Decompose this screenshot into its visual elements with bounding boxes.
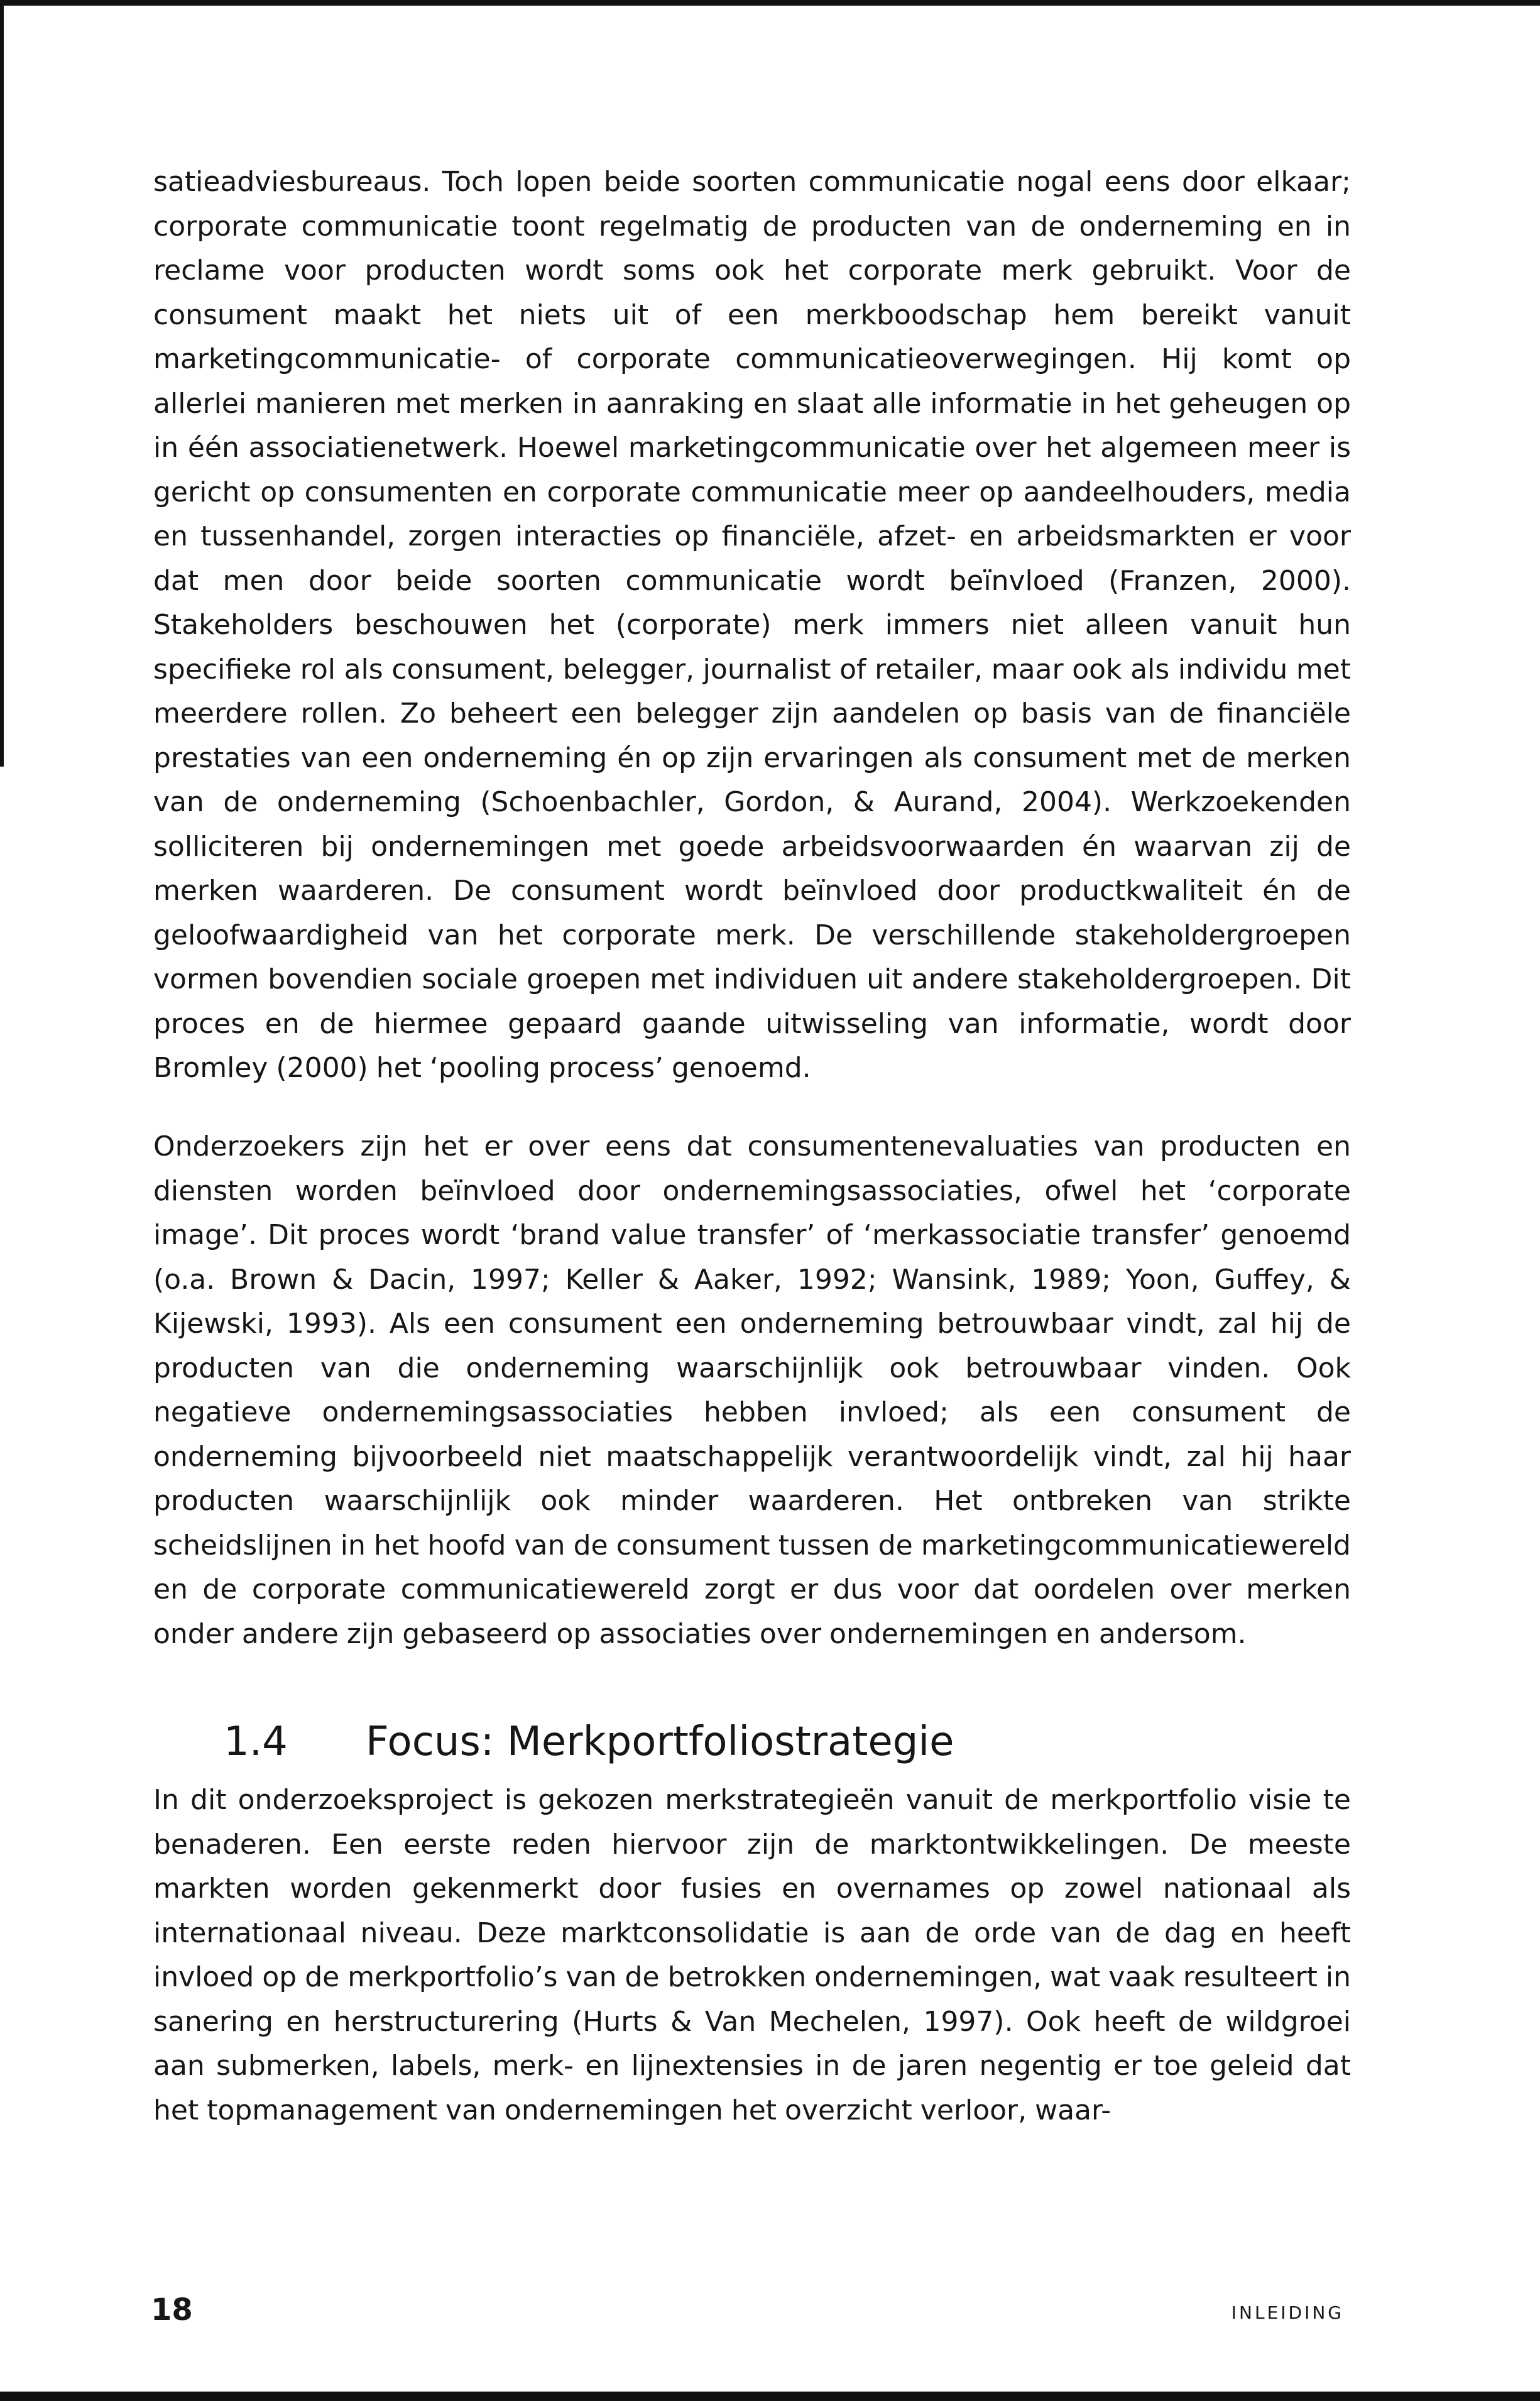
scan-edge-bottom — [0, 2392, 1540, 2401]
section-title: Focus: Merkportfoliostrategie — [366, 1719, 954, 1765]
paragraph-brand-value-transfer: Onderzoekers zijn het er over eens dat consumentenevaluaties van producten en diensten worden beïnvloed door ondernemingsassociaties, ofwel het ‘corporate image’. Dit proces wordt ‘brand value transfer’ of ‘merkassociatie transfer’ genoemd (o.a. Brown & Dacin, 1997; Keller & Aaker, 1992; Wansink, 1989; Yoon, Guffey, & Kijewski, 1993). Als een consument een onderneming betrouwbaar vindt, zal hij de producten van die onderneming waarschijnlijk ook betrouwbaar vinden. Ook negatieve ondernemingsassociaties hebben invloed; als een consument de onderneming bijvoorbeeld niet maatschappelijk verantwoordelijk vindt, zal hij haar producten waarschijnlijk ook minder waarderen. Het ontbreken van strikte scheidslijnen in het hoofd van de consument tussen de marketingcommunicatiewereld en de corporate communicatiewereld zorgt er dus voor dat oordelen over merken onder andere zijn gebaseerd op associaties over ondernemingen en andersom. — [153, 1130, 1351, 1650]
page-number: 18 — [151, 2292, 193, 2327]
paragraph-merkportfolio: In dit onderzoeksproject is gekozen merkstrategieën vanuit de merkportfolio visie te benaderen. Een eerste reden hiervoor zijn de marktontwikkelingen. De meeste markten worden gekenmerkt door fusies en overnames op zowel nationaal als internationaal niveau. Deze marktconsolidatie is aan de orde van de dag en heeft invloed op de merkportfolio’s van de betrokken ondernemingen, wat vaak resulteert in sanering en herstructurering (Hurts & Van Mechelen, 1997). Ook heeft de wildgroei aan submerken, labels, merk- en lijnextensies in de jaren negentig er toe geleid dat het topmanagement van ondernemingen het overzicht verloor, waar- — [153, 1784, 1351, 2126]
paragraph-pooling-process: satieadviesbureaus. Toch lopen beide soorten communicatie nogal eens door elkaar; corporate communicatie toont regelmatig de producten van de onderneming en in reclame voor producten wordt soms ook het corporate merk gebruikt. Voor de consument maakt het niets uit of een merkboodschap hem bereikt vanuit marketingcommunicatie- of corporate communicatieoverwegingen. Hij komt op allerlei manieren met merken in aanraking en slaat alle informatie in het geheugen op in één associatienetwerk. Hoewel marketingcommunicatie over het algemeen meer is gericht op consumenten en corporate communicatie meer op aandeelhouders, media en tussenhandel, zorgen interacties op financiële, afzet- en arbeidsmarkten er voor dat men door beide soorten communicatie wordt beïnvloed (Franzen, 2000). Stakeholders beschouwen het (corporate) merk immers niet alleen vanuit hun specifieke rol als consument, belegger, journalist of retailer, maar ook als individu met meerdere rollen. Zo beheert een belegger zijn aandelen op basis van de financiële prestaties van een onderneming én op zijn ervaringen als consument met de merken van de onderneming (Schoenbachler, Gordon, & Aurand, 2004). Werkzoekenden solliciteren bij ondernemingen met goede arbeidsvoorwaarden én waarvan zij de merken waarderen. De consument wordt beïnvloed door productkwaliteit én de geloofwaardigheid van het corporate merk. De verschillende stakeholdergroepen vormen bovendien sociale groepen met individuen uit andere stakeholdergroepen. Dit proces en de hiermee gepaard gaande uitwisseling van informatie, wordt door Bromley (2000) het ‘pooling process’ genoemd. — [153, 166, 1351, 1084]
section-number: 1.4 — [224, 1719, 288, 1765]
section-heading — [224, 1717, 954, 1767]
scan-edge-left — [0, 0, 4, 767]
scan-edge-top — [0, 0, 1540, 6]
running-head: INLEIDING — [1231, 2302, 1344, 2323]
